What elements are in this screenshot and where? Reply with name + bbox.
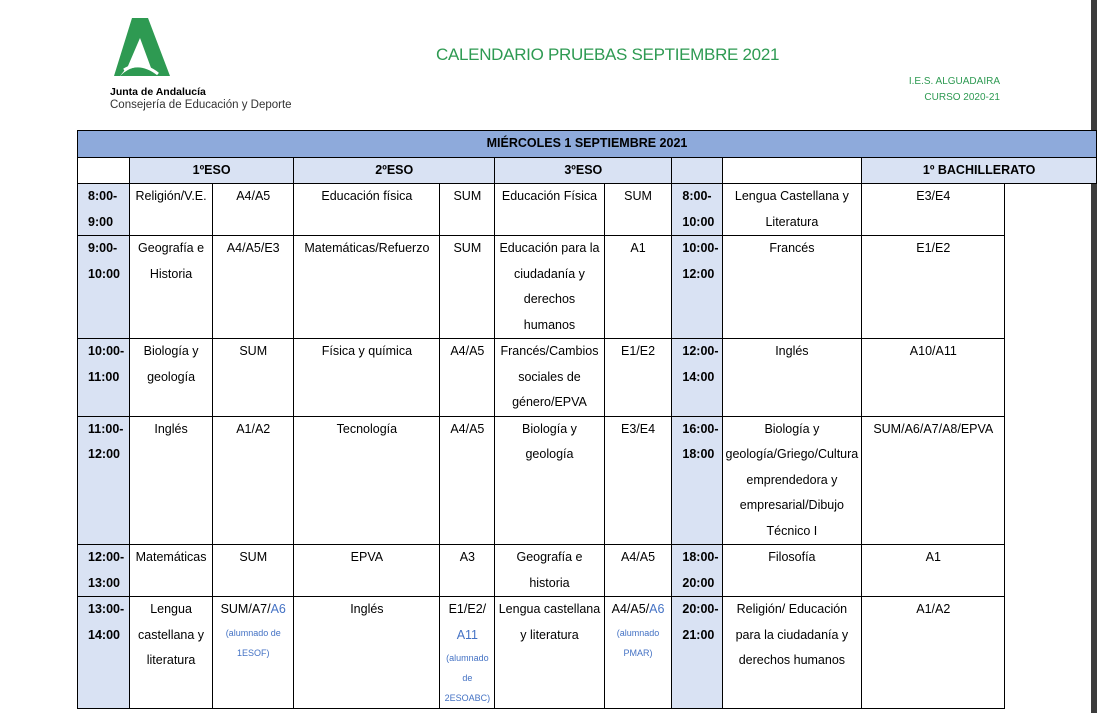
school-name: I.E.S. ALGUADAIRA — [908, 76, 1000, 87]
subject-cell: Tecnología — [294, 416, 440, 545]
subject-cell: Geografía e historia — [495, 545, 604, 597]
room-cell: SUM — [213, 339, 294, 417]
page-title: CALENDARIO PRUEBAS SEPTIEMBRE 2021 — [436, 45, 780, 64]
time-text: 16:00- — [682, 421, 719, 436]
group-header: 3ºESO — [495, 158, 672, 184]
subject-cell: EPVA — [294, 545, 440, 597]
room-cell: A1 — [604, 236, 672, 339]
time-text: 10:00 — [88, 266, 120, 281]
group-header: 1ºESO — [129, 158, 293, 184]
subject-cell: Filosofía — [722, 545, 862, 597]
group-header: 2ºESO — [294, 158, 495, 184]
room-extra: A11 — [456, 627, 479, 642]
room-cell: A4/A5 — [604, 545, 672, 597]
room-cell — [440, 597, 495, 709]
subject-cell: Educación para la ciudadanía y derechos humanos — [495, 236, 604, 339]
subject-cell: Lengua Castellana y Literatura — [722, 184, 862, 236]
time-slot — [672, 597, 722, 709]
time-slot — [78, 597, 130, 709]
course-year: CURSO 2020-21 — [924, 92, 1000, 103]
date-header: MIÉRCOLES 1 SEPTIEMBRE 2021 — [78, 131, 1097, 158]
subject-cell: Educación física — [294, 184, 440, 236]
room-cell: A1 — [862, 545, 1005, 597]
org-dept: Consejería de Educación y Deporte — [110, 99, 292, 111]
group-header: 1º BACHILLERATO — [862, 158, 1097, 184]
subject-cell: Biología y geología — [495, 416, 604, 545]
time-text: 13:00- — [88, 602, 125, 616]
room-text: A4/A5/ — [611, 602, 650, 616]
room-cell: SUM/A6/A7/A8/EPVA — [862, 416, 1005, 545]
subject-cell: Inglés — [129, 416, 212, 545]
time-text: 10:00- — [88, 344, 125, 358]
time-slot — [78, 545, 130, 597]
subject-cell: Matemáticas — [129, 545, 212, 597]
time-slot — [78, 236, 130, 339]
time-text: 18:00- — [682, 550, 719, 564]
subject-cell: Física y química — [294, 339, 440, 417]
room-cell: E1/E2 — [604, 339, 672, 417]
subject-cell: Francés/Cambios sociales de género/EPVA — [495, 339, 604, 417]
time-text: 12:00- — [88, 550, 125, 564]
room-cell: A1/A2 — [213, 416, 294, 545]
time-text: 8:00- — [88, 189, 118, 203]
time-text: 20:00 — [682, 575, 715, 590]
time-slot — [78, 184, 130, 236]
time-slot — [672, 545, 722, 597]
room-note: (alumnado de 2ESOABC) — [444, 653, 491, 703]
room-cell: A3 — [440, 545, 495, 597]
time-slot — [672, 416, 722, 545]
time-text: 13:00 — [88, 575, 120, 590]
room-cell — [213, 597, 294, 709]
room-cell: A4/A5/E3 — [213, 236, 294, 339]
time-text: 11:00- — [88, 421, 124, 436]
table-row — [78, 184, 1097, 236]
subject-cell: Inglés — [722, 339, 862, 417]
time-text: 10:00 — [682, 214, 715, 229]
time-text: 12:00- — [682, 344, 719, 358]
room-cell: E1/E2 — [862, 236, 1005, 339]
subject-cell: Geografía e Historia — [129, 236, 212, 339]
time-slot — [78, 339, 130, 417]
subject-cell: Matemáticas/Refuerzo — [294, 236, 440, 339]
room-cell: A10/A11 — [862, 339, 1005, 417]
room-cell: SUM — [440, 184, 495, 236]
org-name: Junta de Andalucía — [110, 86, 206, 98]
time-text: 12:00 — [682, 266, 715, 281]
room-text: E1/E2/ — [448, 602, 487, 616]
column-spacer — [672, 158, 722, 184]
room-cell: A4/A5 — [440, 416, 495, 545]
room-text: SUM/A7/ — [220, 602, 271, 616]
room-cell: SUM — [213, 545, 294, 597]
room-cell — [604, 597, 672, 709]
room-note: (alumnado de 1ESOF) — [225, 627, 281, 658]
subject-cell: Inglés — [294, 597, 440, 709]
time-text: 9:00 — [88, 214, 114, 229]
room-cell: E3/E4 — [862, 184, 1005, 236]
room-cell: A1/A2 — [862, 597, 1005, 709]
time-slot — [78, 416, 130, 545]
school-info — [909, 74, 1000, 106]
room-extra: A6 — [270, 602, 286, 616]
subject-cell: Religión/ Educación para la ciudadanía y derechos humanos — [722, 597, 862, 709]
time-slot — [672, 236, 722, 339]
table-row — [78, 416, 1097, 545]
subject-cell: Educación Física — [495, 184, 604, 236]
time-text: 10:00- — [682, 241, 719, 255]
room-cell: A4/A5 — [440, 339, 495, 417]
schedule-table — [77, 130, 1097, 709]
junta-andalucia-logo — [110, 18, 174, 80]
table-row — [78, 339, 1097, 417]
time-text: 11:00 — [88, 369, 120, 384]
time-text: 21:00 — [682, 627, 715, 642]
subject-cell: Lengua castellana y literatura — [495, 597, 604, 709]
time-text: 9:00- — [88, 241, 118, 255]
subject-cell: Religión/V.E. — [129, 184, 212, 236]
subject-cell: Biología y geología — [129, 339, 212, 417]
table-row — [78, 236, 1097, 339]
time-text: 20:00- — [682, 602, 719, 616]
time-text: 12:00 — [88, 447, 120, 461]
subject-cell: Biología y geología/Griego/Cultura emprendedora y empresarial/Dibujo Técnico I — [722, 416, 862, 545]
time-text: 14:00 — [88, 627, 120, 642]
room-cell: SUM — [604, 184, 672, 236]
time-text: 14:00 — [682, 369, 715, 384]
table-row — [78, 545, 1097, 597]
table-row — [78, 597, 1097, 709]
subject-cell: Lengua castellana y literatura — [129, 597, 212, 709]
time-slot — [672, 339, 722, 417]
time-text: 18:00 — [682, 447, 715, 461]
room-cell: SUM — [440, 236, 495, 339]
time-slot — [672, 184, 722, 236]
room-note: (alumnado PMAR) — [616, 627, 660, 658]
time-text: 8:00- — [682, 189, 712, 203]
room-cell: A4/A5 — [213, 184, 294, 236]
room-cell: E3/E4 — [604, 416, 672, 545]
subject-cell: Francés — [722, 236, 862, 339]
room-extra: A6 — [649, 602, 665, 616]
